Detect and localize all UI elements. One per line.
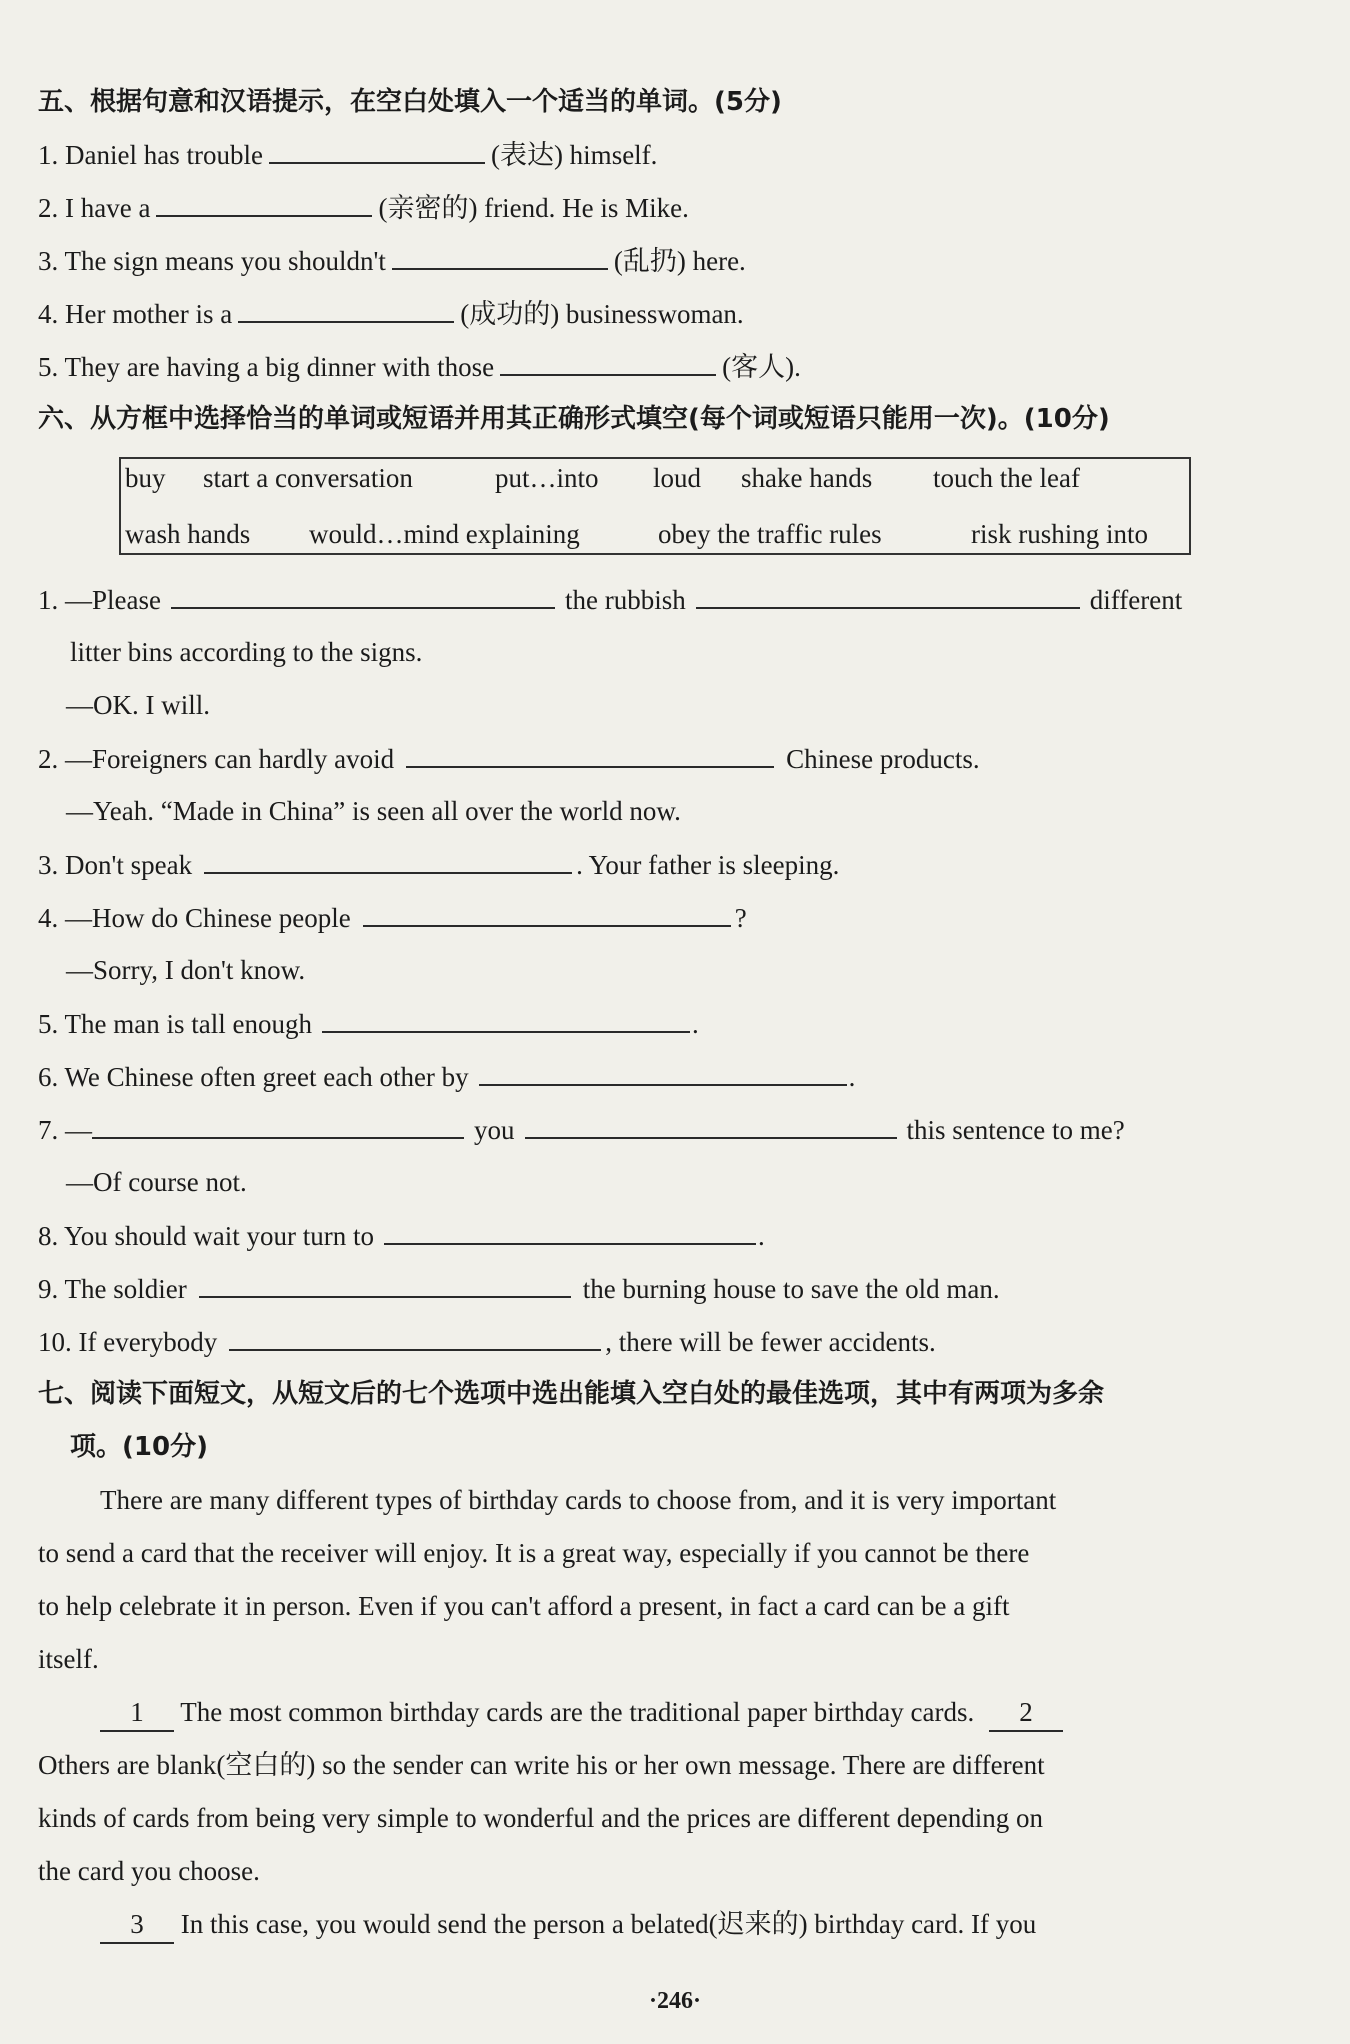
s5-item-2-pre: 2. I have a <box>38 193 151 223</box>
s6-q1-blank-1[interactable] <box>171 581 555 609</box>
s6-q2-blank[interactable] <box>406 740 774 768</box>
s6-q10-text-b: , there will be fewer accidents. <box>605 1327 936 1357</box>
s6-q4-text: 4. —How do Chinese people <box>38 903 351 933</box>
s6-q1-text-c: different <box>1089 585 1183 615</box>
word-option: loud <box>653 463 702 493</box>
s6-q7-blank-2[interactable] <box>525 1111 897 1139</box>
word-option: shake hands <box>741 463 873 493</box>
s6-q7-text-b: you <box>474 1115 515 1145</box>
passage-p1-l2: to send a card that the receiver will enjoy. It is a great way, especially if you cannot be there <box>38 1538 1030 1568</box>
s5-item-3 <box>38 242 746 279</box>
s5-item-4 <box>38 295 744 332</box>
s6-q3-blank[interactable] <box>204 846 572 874</box>
word-option: wash hands <box>125 519 251 549</box>
answer-blank-3[interactable]: 3 <box>100 1906 174 1944</box>
s6-q10 <box>38 1323 936 1360</box>
s5-item-1-pre: 1. Daniel has trouble <box>38 140 263 170</box>
s6-q8-text-b: . <box>758 1221 765 1251</box>
passage-p1-l1: There are many different types of birthday cards to choose from, and it is very important <box>100 1485 1057 1515</box>
s5-item-1-post: (表达) himself. <box>490 140 658 170</box>
s5-blank-1[interactable] <box>269 136 485 164</box>
s5-blank-2[interactable] <box>156 189 372 217</box>
section5-heading: 五、根据句意和汉语提示，在空白处填入一个适当的单词。(5分) <box>38 87 782 117</box>
passage-p2-l4: the card you choose. <box>38 1856 260 1886</box>
s5-item-3-pre: 3. The sign means you shouldn't <box>38 246 386 276</box>
s5-item-1 <box>38 136 657 173</box>
passage-p2-l2: Others are blank(空白的) so the sender can write his or her own message. There are different <box>38 1750 1045 1780</box>
s6-q7-text-c: this sentence to me? <box>906 1115 1125 1145</box>
s6-q1-blank-2[interactable] <box>696 581 1080 609</box>
s6-q5-text-b: . <box>691 1009 699 1039</box>
s6-q9-text-b: the burning house to save the old man. <box>582 1274 1000 1304</box>
s6-q6-text: 6. We Chinese often greet each other by <box>38 1062 469 1092</box>
s5-item-5 <box>38 348 801 385</box>
passage-p1-l4: itself. <box>38 1644 99 1674</box>
s5-item-3-post: (乱扔) here. <box>613 246 746 276</box>
s6-q7-reply: —Of course not. <box>66 1167 247 1197</box>
s5-blank-4[interactable] <box>238 295 454 323</box>
s6-q8-blank[interactable] <box>384 1217 756 1245</box>
passage-p2-l1-text: The most common birthday cards are the traditional paper birthday cards. <box>180 1697 975 1727</box>
word-option: put…into <box>495 463 599 493</box>
word-option: touch the leaf <box>933 463 1080 493</box>
s6-q1-text: 1. —Please <box>38 585 161 615</box>
s6-q10-text: 10. If everybody <box>38 1327 218 1357</box>
passage-p3-l1 <box>100 1906 1036 1944</box>
s6-q2-text: 2. —Foreigners can hardly avoid <box>38 744 395 774</box>
s6-q4-blank[interactable] <box>363 899 731 927</box>
s6-q8-text: 8. You should wait your turn to <box>38 1221 375 1251</box>
s6-q2 <box>38 740 980 777</box>
s6-q3-text: 3. Don't speak <box>38 850 193 880</box>
s6-q5 <box>38 1005 699 1042</box>
answer-blank-2[interactable]: 2 <box>989 1694 1063 1732</box>
answer-blank-1[interactable]: 1 <box>100 1694 174 1732</box>
s6-q3-text-b: . Your father is sleeping. <box>576 850 840 880</box>
s6-q2-text-b: Chinese products. <box>786 744 980 774</box>
s6-q5-text: 5. The man is tall enough <box>38 1009 312 1039</box>
word-option: start a conversation <box>203 463 413 493</box>
s6-q4 <box>38 899 747 936</box>
passage-p2-l3: kinds of cards from being very simple to wonderful and the prices are different depending on <box>38 1803 1043 1833</box>
s6-q5-blank[interactable] <box>322 1005 690 1033</box>
s6-q2-reply: —Yeah. “Made in China” is seen all over the world now. <box>66 796 681 826</box>
page-number: ·246· <box>648 1988 701 2014</box>
s5-item-2-post: (亲密的) friend. He is Mike. <box>378 193 689 223</box>
passage-p2-l1 <box>100 1694 1063 1732</box>
s6-q4-reply: —Sorry, I don't know. <box>66 955 306 985</box>
s6-q7-blank-1[interactable] <box>92 1111 464 1139</box>
s5-item-4-pre: 4. Her mother is a <box>38 299 233 329</box>
s6-q10-blank[interactable] <box>229 1323 601 1351</box>
s6-q6-blank[interactable] <box>479 1058 847 1086</box>
s6-q7-text: 7. — <box>38 1115 92 1145</box>
s6-q1-reply: —OK. I will. <box>66 690 210 720</box>
s6-q1 <box>38 581 1182 618</box>
word-option: buy <box>125 463 166 493</box>
section7-heading-cont: 项。(10分) <box>70 1432 208 1462</box>
s5-item-5-post: (客人). <box>722 352 801 382</box>
s6-q6-text-b: . <box>848 1062 856 1092</box>
s6-q7 <box>38 1111 1125 1148</box>
word-box <box>119 457 1191 555</box>
s5-blank-5[interactable] <box>500 348 716 376</box>
s5-item-2 <box>38 189 689 226</box>
s6-q1-cont: litter bins according to the signs. <box>70 637 423 667</box>
s6-q4-text-b: ? <box>734 903 747 933</box>
s6-q9-text: 9. The soldier <box>38 1274 187 1304</box>
s5-item-5-pre: 5. They are having a big dinner with those <box>38 352 495 382</box>
s6-q9-blank[interactable] <box>199 1270 571 1298</box>
s6-q3 <box>38 846 839 883</box>
s5-blank-3[interactable] <box>392 242 608 270</box>
word-option: would…mind explaining <box>309 519 580 549</box>
s6-q9 <box>38 1270 1000 1307</box>
s6-q6 <box>38 1058 855 1095</box>
passage-p3-l1-text: In this case, you would send the person a belated(迟来的) birthday card. If you <box>180 1909 1037 1939</box>
section7-heading: 七、阅读下面短文，从短文后的七个选项中选出能填入空白处的最佳选项，其中有两项为多余 <box>38 1379 1105 1409</box>
word-option: risk rushing into <box>971 519 1149 549</box>
passage-p1-l3: to help celebrate it in person. Even if you can't afford a present, in fact a card can be a gift <box>38 1591 1010 1621</box>
s6-q1-text-b: the rubbish <box>564 585 686 615</box>
s6-q8 <box>38 1217 765 1254</box>
section6-heading: 六、从方框中选择恰当的单词或短语并用其正确形式填空(每个词或短语只能用一次)。(10分) <box>38 404 1110 434</box>
s5-item-4-post: (成功的) businesswoman. <box>460 299 744 329</box>
word-option: obey the traffic rules <box>658 519 882 549</box>
